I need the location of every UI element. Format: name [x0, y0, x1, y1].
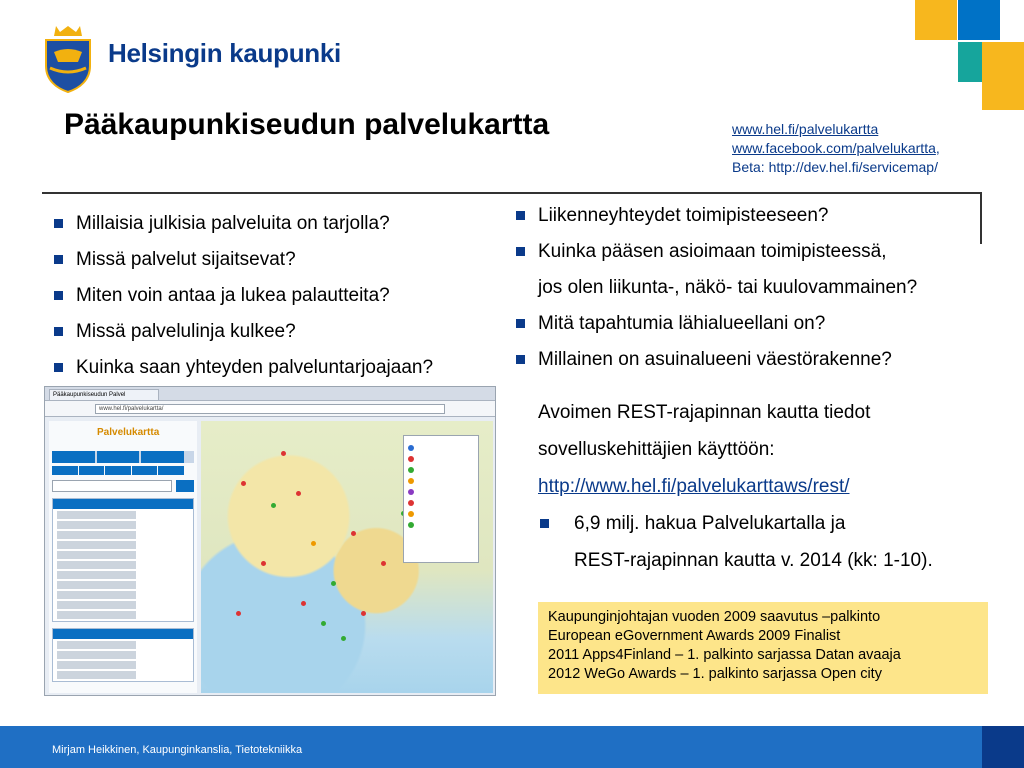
right-bullet-list	[510, 198, 917, 378]
sidebar-tabs	[52, 451, 194, 463]
beta-link-text: Beta: http://dev.hel.fi/servicemap/	[732, 159, 938, 175]
browser-tab: Pääkaupunkiseudun Palvel	[49, 389, 159, 400]
list-item: Missä palvelut sijaitsevat?	[48, 242, 433, 278]
app-logo-row	[49, 421, 197, 451]
rest-bullet-1-cont: REST-rajapinnan kautta v. 2014 (kk: 1-10).	[574, 550, 933, 571]
page-title: Pääkaupunkiseudun palvelukartta	[64, 108, 550, 141]
list-item: Liikenneyhteydet toimipisteeseen?	[510, 198, 917, 234]
city-tabs	[52, 466, 194, 476]
app-name: Palvelukartta	[97, 427, 160, 438]
divider-vertical	[980, 194, 982, 244]
rest-line-2: sovelluskehittäjien käyttöön:	[538, 439, 775, 460]
decor-square-yellow-3	[982, 68, 1024, 110]
award-line: European eGovernment Awards 2009 Finalist	[548, 628, 841, 644]
rest-api-section	[538, 394, 933, 579]
list-item: Kuinka saan yhteyden palveluntarjoajaan?	[48, 350, 433, 386]
address-bar: www.hel.fi/palvelukartta/	[95, 404, 445, 414]
decor-square-yellow	[915, 0, 957, 40]
browser-address-row	[45, 401, 495, 417]
award-box	[538, 602, 988, 694]
map-legend	[403, 435, 479, 563]
list-item: Miten voin antaa ja lukea palautteita?	[48, 278, 433, 314]
divider-horizontal	[42, 192, 982, 194]
list-item: Mitä tapahtumia lähialueellani on?	[510, 306, 917, 342]
reference-links	[732, 120, 940, 177]
decor-square-blue	[958, 0, 1000, 40]
rest-api-link[interactable]: http://www.hel.fi/palvelukarttaws/rest/	[538, 476, 850, 497]
link-separator: ,	[935, 140, 940, 156]
rest-bullet-1: 6,9 milj. hakua Palvelukartalla ja	[538, 505, 933, 542]
award-line: 2011 Apps4Finland – 1. palkinto sarjassa Datan avaaja	[548, 647, 901, 663]
browser-tabbar	[45, 387, 495, 401]
list-item: Millaisia julkisia palveluita on tarjolla?	[48, 206, 433, 242]
list-item: Missä palvelulinja kulkee?	[48, 314, 433, 350]
map-sidebar	[49, 421, 197, 693]
feedback-panel	[52, 628, 194, 682]
list-item: Millainen on asuinalueeni väestörakenne?	[510, 342, 917, 378]
footer-bar	[0, 726, 1024, 768]
footer-corner-square	[982, 726, 1024, 768]
left-bullet-list	[48, 206, 433, 386]
map-view	[201, 421, 493, 693]
list-item: Kuinka pääsen asioimaan toimipisteessä,	[510, 234, 917, 270]
link-hel-palvelukartta[interactable]: www.hel.fi/palvelukartta	[732, 121, 879, 137]
list-item-continuation: jos olen liikunta-, näkö- tai kuulovammainen?	[538, 277, 918, 298]
award-line: 2012 WeGo Awards – 1. palkinto sarjassa Open city	[548, 666, 882, 682]
award-line: Kaupunginjohtajan vuoden 2009 saavutus –palkinto	[548, 609, 881, 625]
service-map-screenshot	[44, 386, 496, 696]
sidebar-search	[52, 480, 194, 492]
helsinki-crest-icon	[42, 24, 94, 94]
footer-text: Mirjam Heikkinen, Kaupunginkanslia, Tietotekniikka	[52, 744, 303, 756]
service-category-panel	[52, 498, 194, 622]
brand-name: Helsingin kaupunki	[108, 38, 341, 68]
rest-line-1: Avoimen REST-rajapinnan kautta tiedot	[538, 402, 871, 423]
link-facebook[interactable]: www.facebook.com/palvelukartta	[732, 140, 936, 156]
